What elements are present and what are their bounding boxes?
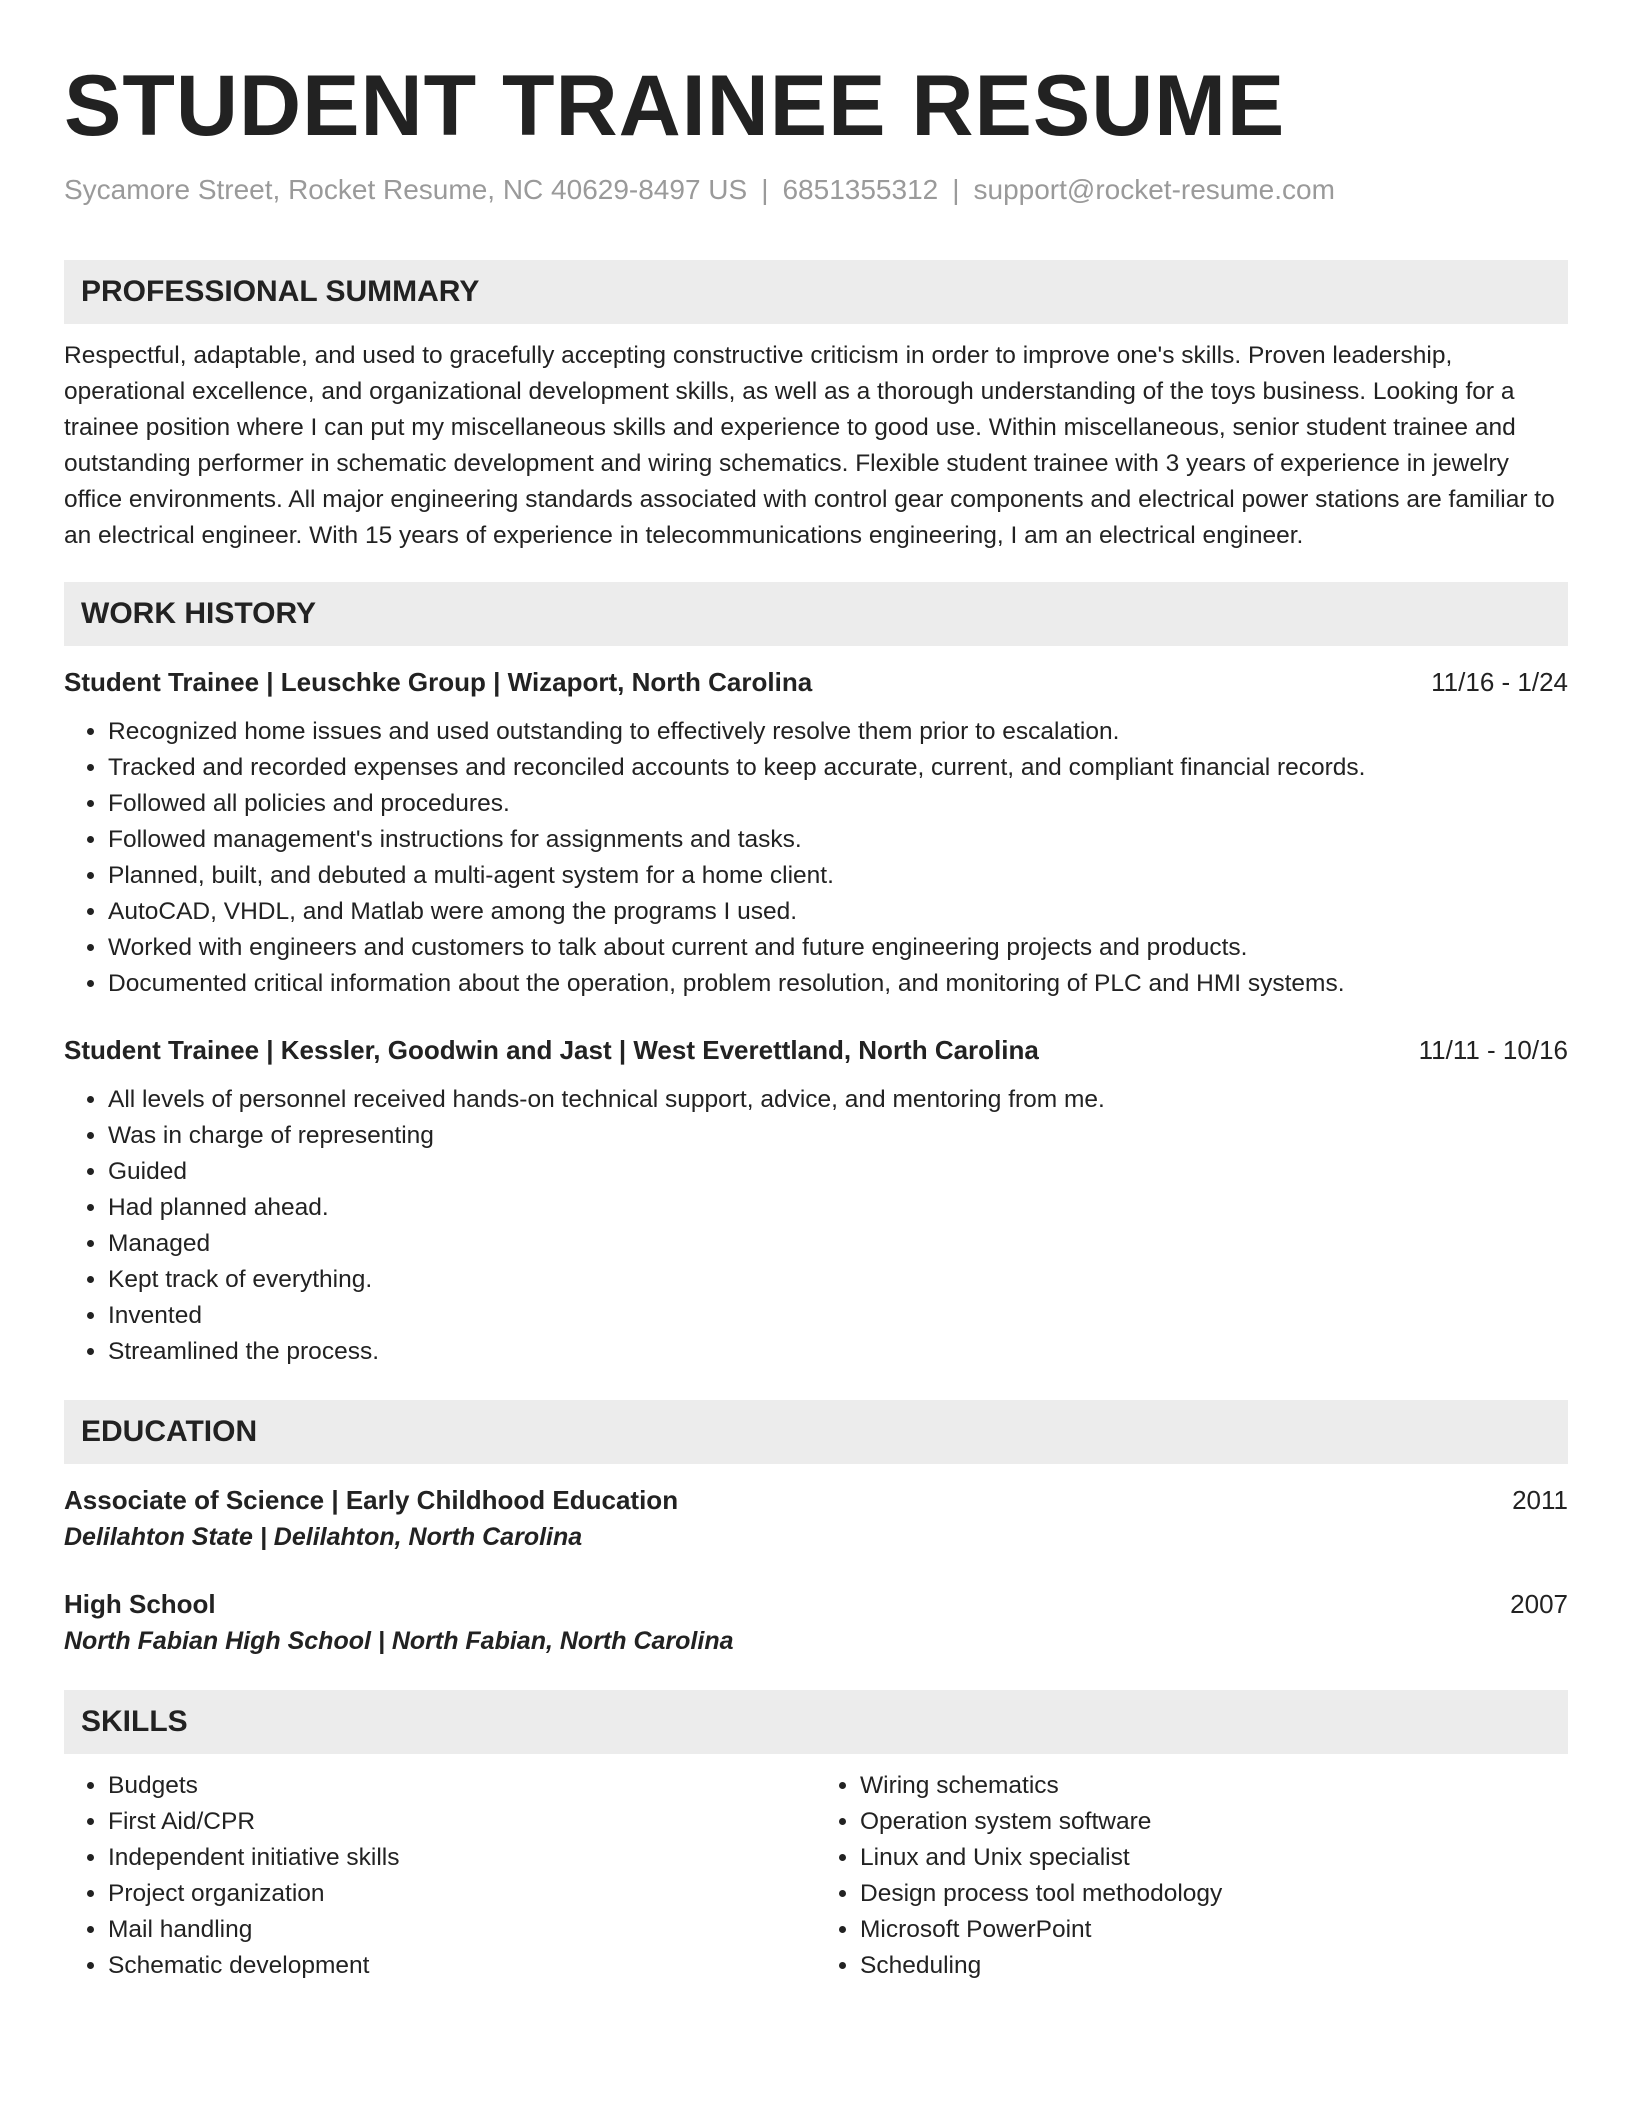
job-bullet: • Kept track of everything. bbox=[108, 1262, 1568, 1298]
job-bullet: • Streamlined the process. bbox=[108, 1334, 1568, 1370]
education-degree: High School bbox=[64, 1589, 216, 1619]
job-entry bbox=[64, 664, 1568, 1002]
skill-item: • Scheduling bbox=[860, 1948, 1568, 1984]
skill-item: • Independent initiative skills bbox=[108, 1840, 816, 1876]
job-bullet: • Guided bbox=[108, 1154, 1568, 1190]
education-year: 2011 bbox=[1512, 1485, 1568, 1515]
skill-item: • Microsoft PowerPoint bbox=[860, 1912, 1568, 1948]
contact-address: Sycamore Street, Rocket Resume, NC 40629-8497 US bbox=[64, 174, 748, 205]
job-bullet: • Had planned ahead. bbox=[108, 1190, 1568, 1226]
section-heading-education: EDUCATION bbox=[64, 1400, 1568, 1464]
job-bullet: • Planned, built, and debuted a multi-agent system for a home client. bbox=[108, 858, 1568, 894]
contact-separator: | bbox=[952, 174, 960, 205]
education-school: North Fabian High School | North Fabian, North Carolina bbox=[64, 1627, 734, 1655]
job-bullet: • Was in charge of representing bbox=[108, 1118, 1568, 1154]
skill-item: • Operation system software bbox=[860, 1804, 1568, 1840]
skill-item: • Linux and Unix specialist bbox=[860, 1840, 1568, 1876]
job-bullet: • Invented bbox=[108, 1298, 1568, 1334]
skills-list-left bbox=[64, 1768, 816, 1984]
section-heading-work-history: WORK HISTORY bbox=[64, 582, 1568, 646]
contact-line bbox=[64, 170, 1568, 210]
skills-columns bbox=[64, 1768, 1568, 1984]
section-heading-summary: PROFESSIONAL SUMMARY bbox=[64, 260, 1568, 324]
skill-item: • Project organization bbox=[108, 1876, 816, 1912]
job-bullet: • Recognized home issues and used outstanding to effectively resolve them prior to escalation. bbox=[108, 714, 1568, 750]
summary-text: Respectful, adaptable, and used to gracefully accepting constructive criticism in order to improve one's skills. Proven leadership, operational excellence, and organizational development skills, as well as a thorough understanding of the toys business. Looking for a trainee position where I can put my miscellaneous skills and experience to good use. Within miscellaneous, senior student trainee and outstanding performer in schematic development and wiring schematics. Flexible student trainee with 3 years of experience in jewelry office environments. All major engineering standards associated with control gear components and electrical power stations are familiar to an electrical engineer. With 15 years of experience in telecommunications engineering, I am an electrical engineer. bbox=[64, 342, 1555, 549]
education-header bbox=[64, 1586, 1568, 1622]
job-bullet: • Worked with engineers and customers to talk about current and future engineering projects and products. bbox=[108, 930, 1568, 966]
job-dates: 11/16 - 1/24 bbox=[1431, 667, 1568, 697]
job-title: Student Trainee | Kessler, Goodwin and Jast | West Everettland, North Carolina bbox=[64, 1035, 1039, 1065]
job-bullet: • Followed management's instructions for assignments and tasks. bbox=[108, 822, 1568, 858]
job-bullet: • Tracked and recorded expenses and reconciled accounts to keep accurate, current, and compliant financial records. bbox=[108, 750, 1568, 786]
education-header bbox=[64, 1482, 1568, 1518]
job-dates: 11/11 - 10/16 bbox=[1418, 1035, 1568, 1065]
section-heading-skills: SKILLS bbox=[64, 1690, 1568, 1754]
education-school: Delilahton State | Delilahton, North Carolina bbox=[64, 1523, 583, 1551]
resume-title: STUDENT TRAINEE RESUME bbox=[64, 58, 1286, 154]
job-bullet-list bbox=[64, 1082, 1568, 1370]
skill-item: • First Aid/CPR bbox=[108, 1804, 816, 1840]
skill-item: • Mail handling bbox=[108, 1912, 816, 1948]
job-header bbox=[64, 664, 1568, 700]
contact-phone: 6851355312 bbox=[782, 174, 939, 205]
job-header bbox=[64, 1032, 1568, 1068]
job-bullet: • Followed all policies and procedures. bbox=[108, 786, 1568, 822]
education-entry bbox=[64, 1482, 1568, 1556]
education-year: 2007 bbox=[1510, 1589, 1568, 1619]
job-bullet-list bbox=[64, 714, 1568, 1002]
skill-item: • Schematic development bbox=[108, 1948, 816, 1984]
skill-item: • Budgets bbox=[108, 1768, 816, 1804]
education-degree: Associate of Science | Early Childhood Education bbox=[64, 1485, 679, 1515]
skills-list-right bbox=[816, 1768, 1568, 1984]
education-entry bbox=[64, 1586, 1568, 1660]
job-entry bbox=[64, 1032, 1568, 1370]
contact-email: support@rocket-resume.com bbox=[973, 174, 1335, 205]
job-bullet: • Documented critical information about the operation, problem resolution, and monitoring of PLC and HMI systems. bbox=[108, 966, 1568, 1002]
skill-item: • Wiring schematics bbox=[860, 1768, 1568, 1804]
contact-separator: | bbox=[761, 174, 769, 205]
skill-item: • Design process tool methodology bbox=[860, 1876, 1568, 1912]
job-title: Student Trainee | Leuschke Group | Wizaport, North Carolina bbox=[64, 667, 813, 697]
job-bullet: • AutoCAD, VHDL, and Matlab were among the programs I used. bbox=[108, 894, 1568, 930]
job-bullet: • All levels of personnel received hands-on technical support, advice, and mentoring from me. bbox=[108, 1082, 1568, 1118]
job-bullet: • Managed bbox=[108, 1226, 1568, 1262]
